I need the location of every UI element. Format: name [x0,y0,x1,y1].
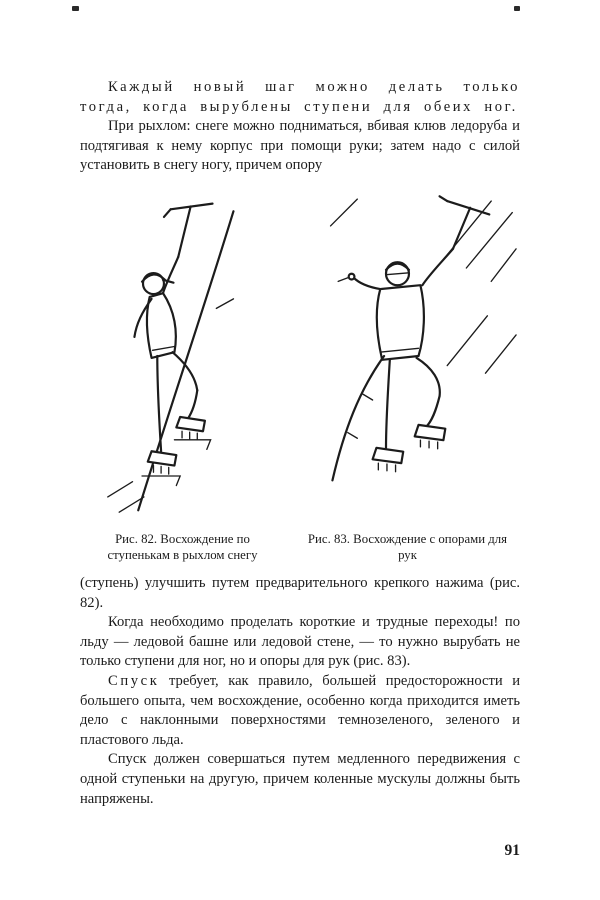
ice-axe-icon [163,204,212,257]
paragraph-step-press: (ступень) улучшить путем предварительного крепкого нажима (рис. 82). [80,574,520,611]
paragraph-steps-rule: Каждый новый шаг можно делать только тогда, когда вырублены ступени для обеих ног. [80,79,520,115]
climber-steps-illustration [83,188,283,524]
climber-figure [134,257,204,474]
page-number: 91 [504,842,520,859]
slope-lines [107,211,233,512]
figure-83 [295,188,520,564]
ice-wall-lines [330,199,516,373]
paragraph-descent-movement: Спуск должен совершаться путем медленного передвижения с одной ступеньки на другую, причем коленные мускулы должны быть напряжены. [80,751,520,807]
scan-artifact [72,6,79,11]
paragraph-descent-care [80,672,520,750]
ice-axe-icon [439,196,489,249]
paragraph-descent-care-rest: требует, как правило, большей предосторожности и большего опыта, чем восхождение, особенно когда приходится иметь дело с наклонными поверхностями темнозеленого, зеленого и пластового льда. [80,672,520,748]
figure-82 [80,188,285,564]
top-text-block [80,78,520,176]
climber-handholds-illustration [298,188,518,524]
scan-artifact [514,6,520,11]
figures-row [80,188,520,564]
climber-figure [332,249,453,480]
rope [332,356,384,480]
paragraph-ice-wall: Когда необходимо проделать короткие и трудные переходы! по льду — ледовой башне или ледовой стене, — то нужно вырубать не только ступени для ног, но и опоры для рук (рис. 83). [80,614,520,670]
figure-82-caption: Рис. 82. Восхождение по ступенькам в рыхлом снегу [107,531,258,563]
paragraph-loose-snow: При рыхлом: снеге можно подниматься, вбивая клюв ледоруба и подтягивая к нему корпус при помощи руки; затем надо с силой установить в снегу ногу, причем опору [80,118,520,174]
figure-83-caption: Рис. 83. Восхождение с опорами для рук [307,531,508,563]
bottom-text-block [80,574,520,809]
lead-word-descent: Спуск [108,672,160,689]
